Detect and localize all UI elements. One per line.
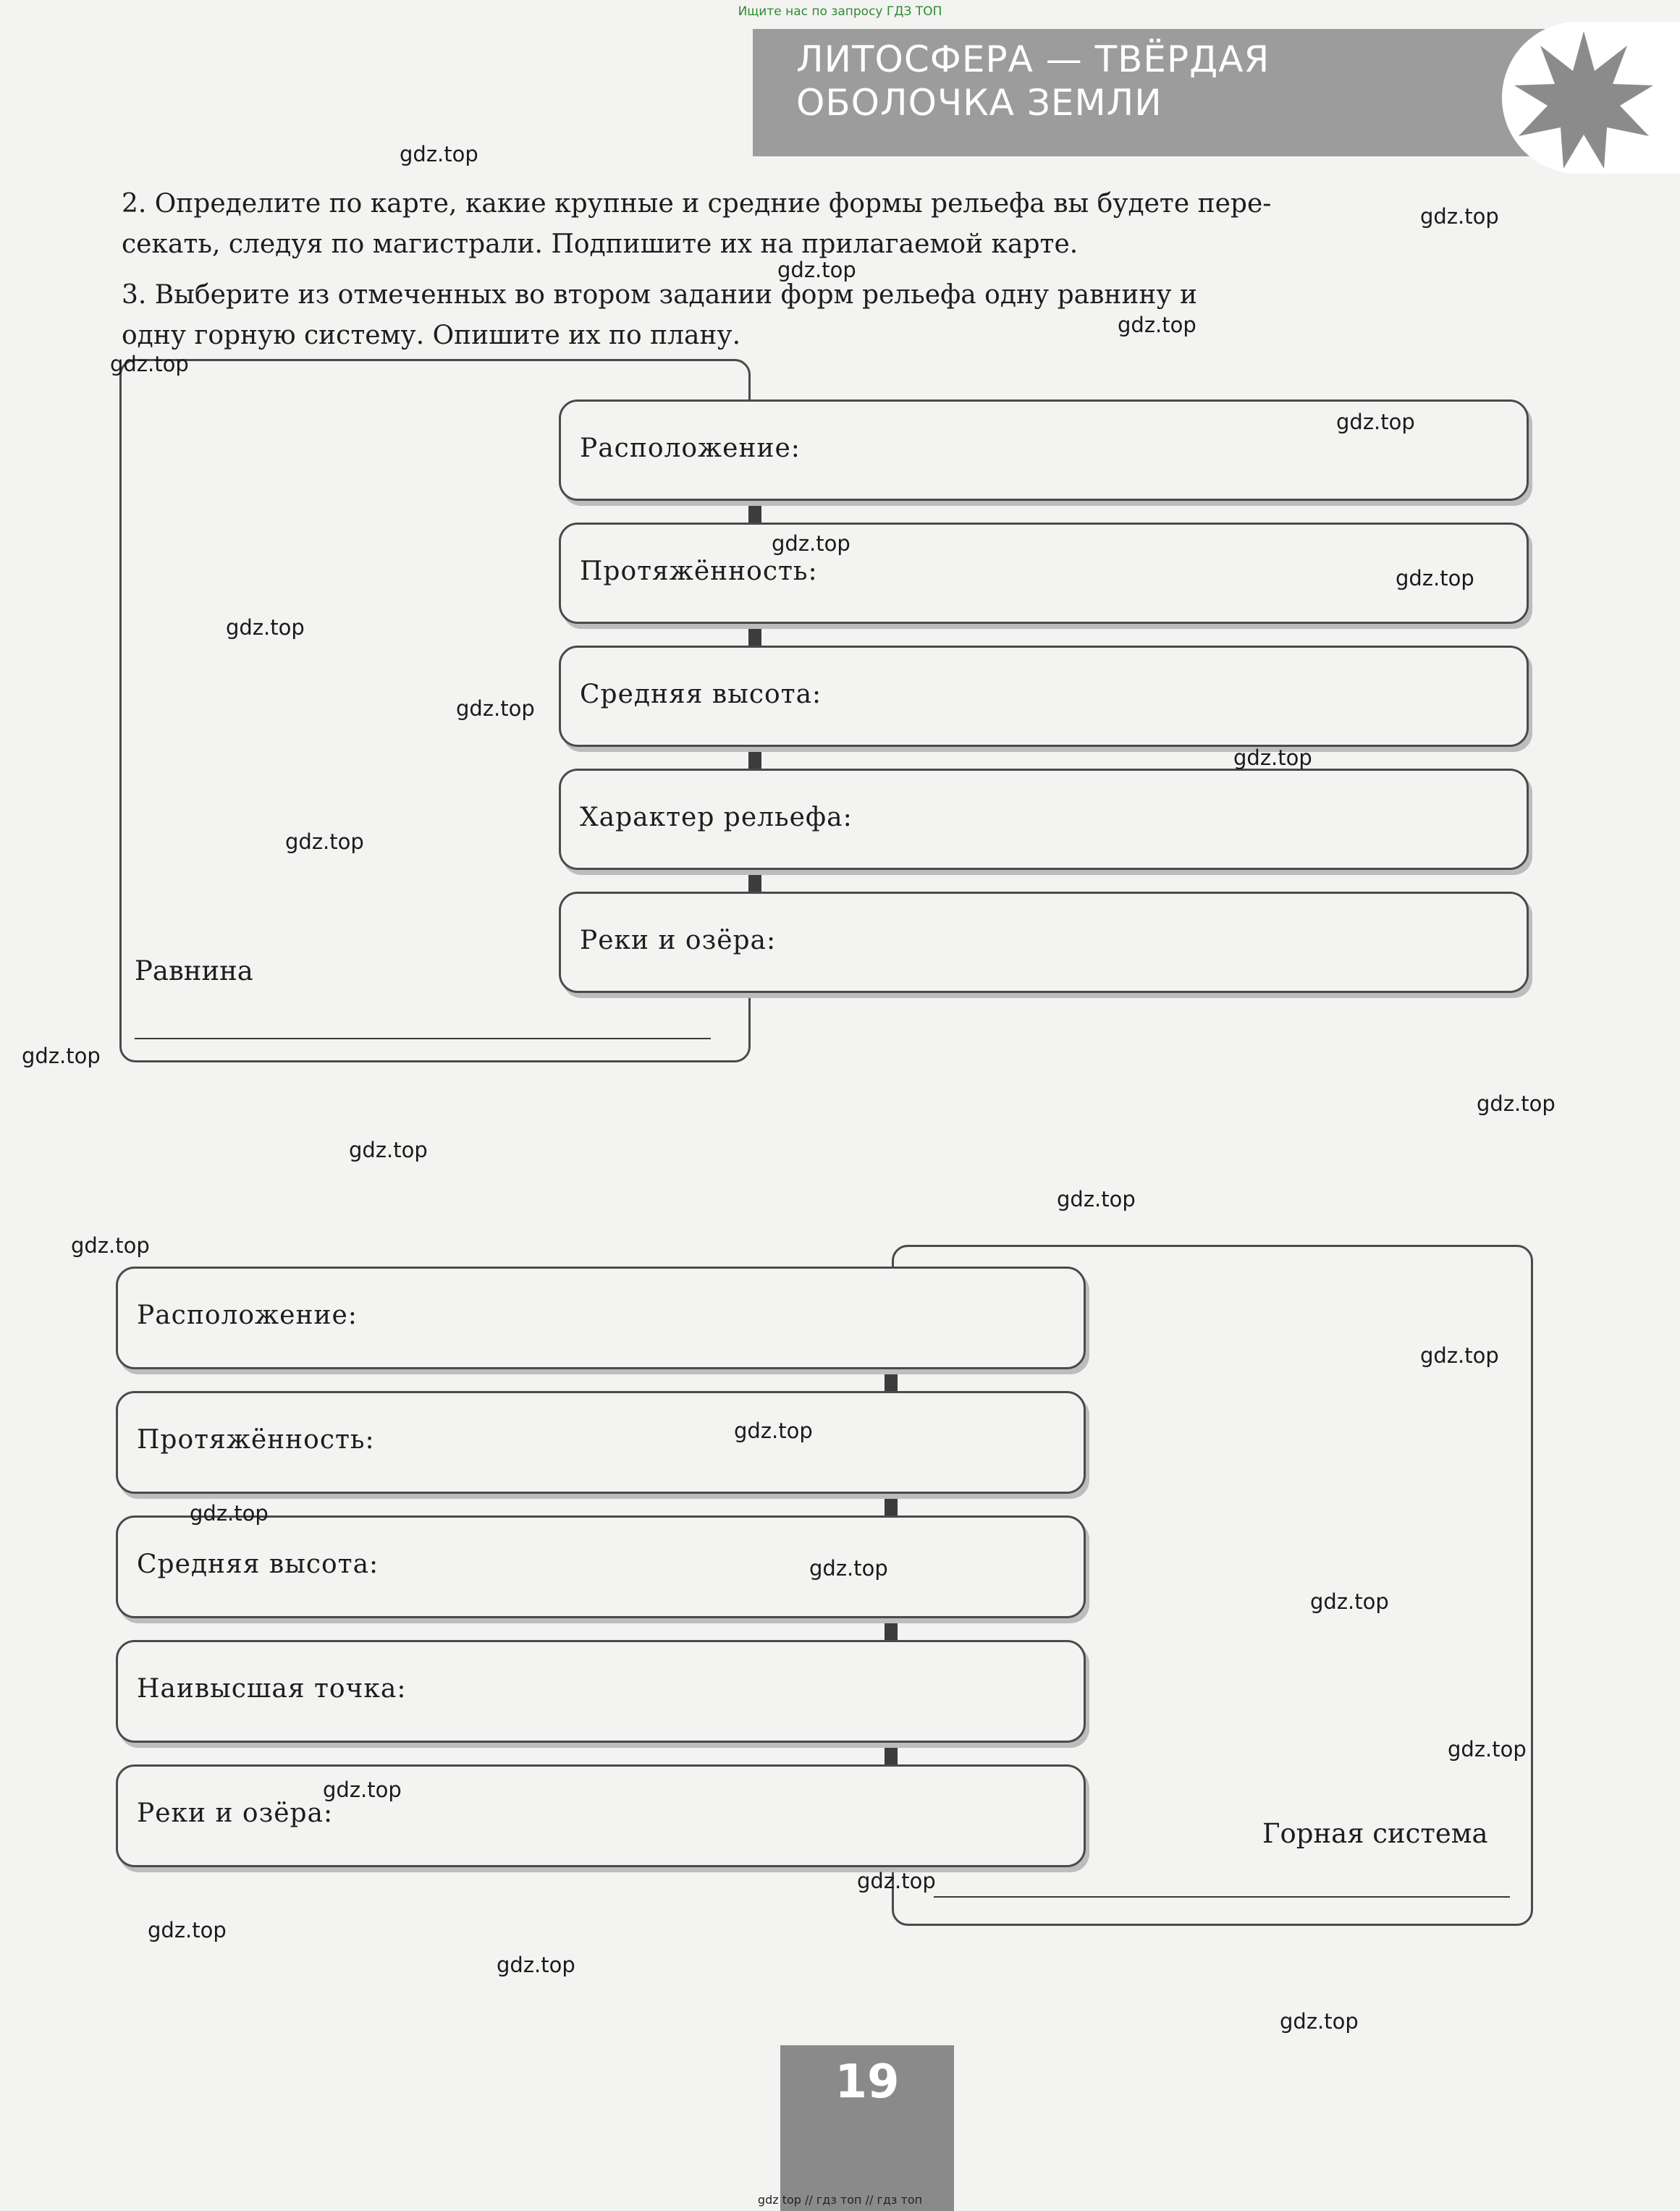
mountain-field-location[interactable] xyxy=(116,1267,1086,1369)
mountain-name-line[interactable] xyxy=(934,1896,1510,1898)
watermark: gdz.top xyxy=(1336,410,1415,434)
field-label: Наивысшая точка: xyxy=(137,1674,407,1704)
watermark: gdz.top xyxy=(1310,1589,1389,1614)
watermark: gdz.top xyxy=(110,352,189,376)
task-3 xyxy=(122,275,1410,356)
watermark: gdz.top xyxy=(772,531,850,556)
field-label: Средняя высота: xyxy=(137,1550,379,1579)
watermark: gdz.top xyxy=(1420,1343,1499,1368)
watermark: gdz.top xyxy=(809,1556,888,1581)
field-label: Протяжённость: xyxy=(580,557,818,586)
plain-card-title: Равнина xyxy=(135,955,253,986)
watermark: gdz.top xyxy=(777,258,856,282)
watermark: gdz.top xyxy=(1233,745,1312,770)
mountain-field-average-height[interactable] xyxy=(116,1515,1086,1618)
watermark: gdz.top xyxy=(71,1233,150,1258)
top-search-note: Ищите нас по запросу ГДЗ ТОП xyxy=(738,4,942,19)
field-label: Расположение: xyxy=(137,1301,358,1330)
chapter-title-line-1: ЛИТОСФЕРА — ТВЁРДАЯ xyxy=(796,38,1270,80)
plain-field-average-height[interactable] xyxy=(559,646,1529,747)
watermark: gdz.top xyxy=(1118,313,1196,337)
bottom-source-note: gdz top // гдз топ // гдз топ xyxy=(757,2193,923,2207)
watermark: gdz.top xyxy=(323,1777,402,1802)
plain-field-rivers-lakes[interactable] xyxy=(559,892,1529,993)
task-2-line-2: секать, следуя по магистрали. Подпишите их на прилагаемой карте. xyxy=(122,229,1079,259)
plain-field-extent[interactable] xyxy=(559,523,1529,624)
watermark: gdz.top xyxy=(190,1501,269,1526)
mountain-field-extent[interactable] xyxy=(116,1391,1086,1494)
page-number: 19 xyxy=(835,2055,900,2109)
watermark: gdz.top xyxy=(1420,204,1499,229)
watermark: gdz.top xyxy=(1396,566,1474,591)
watermark: gdz.top xyxy=(1477,1091,1556,1116)
mountain-card-title: Горная система xyxy=(1262,1818,1488,1849)
mountain-field-highest-point[interactable] xyxy=(116,1640,1086,1743)
task-3-line-1: 3. Выберите из отмеченных во втором задании форм рельефа одну равнину и xyxy=(122,280,1197,310)
field-label: Средняя высота: xyxy=(580,680,822,709)
watermark: gdz.top xyxy=(1448,1737,1527,1762)
watermark: gdz.top xyxy=(857,1869,936,1893)
watermark: gdz.top xyxy=(22,1044,101,1068)
task-2 xyxy=(122,184,1410,265)
watermark: gdz.top xyxy=(226,615,305,640)
watermark: gdz.top xyxy=(1280,2009,1359,2034)
watermark: gdz.top xyxy=(400,142,478,166)
field-label: Протяжённость: xyxy=(137,1425,375,1455)
star-burst-icon xyxy=(1511,28,1656,172)
field-label: Расположение: xyxy=(580,434,801,463)
watermark: gdz.top xyxy=(349,1138,428,1162)
field-label: Характер рельефа: xyxy=(580,803,853,832)
task-2-line-1: 2. Определите по карте, какие крупные и средние формы рельефа вы будете пере- xyxy=(122,189,1272,219)
mountain-field-rivers-lakes[interactable] xyxy=(116,1764,1086,1867)
watermark: gdz.top xyxy=(1057,1187,1136,1212)
watermark: gdz.top xyxy=(734,1419,813,1443)
watermark: gdz.top xyxy=(497,1953,575,1977)
chapter-title xyxy=(796,38,1375,124)
plain-name-line[interactable] xyxy=(135,1038,711,1039)
field-label: Реки и озёра: xyxy=(580,926,777,955)
field-label: Реки и озёра: xyxy=(137,1798,334,1828)
watermark: gdz.top xyxy=(285,829,364,854)
chapter-title-line-2: ОБОЛОЧКА ЗЕМЛИ xyxy=(796,82,1162,124)
task-3-line-2: одну горную систему. Опишите их по плану. xyxy=(122,321,741,350)
watermark: gdz.top xyxy=(148,1918,227,1942)
plain-field-relief[interactable] xyxy=(559,769,1529,870)
watermark: gdz.top xyxy=(456,696,535,721)
